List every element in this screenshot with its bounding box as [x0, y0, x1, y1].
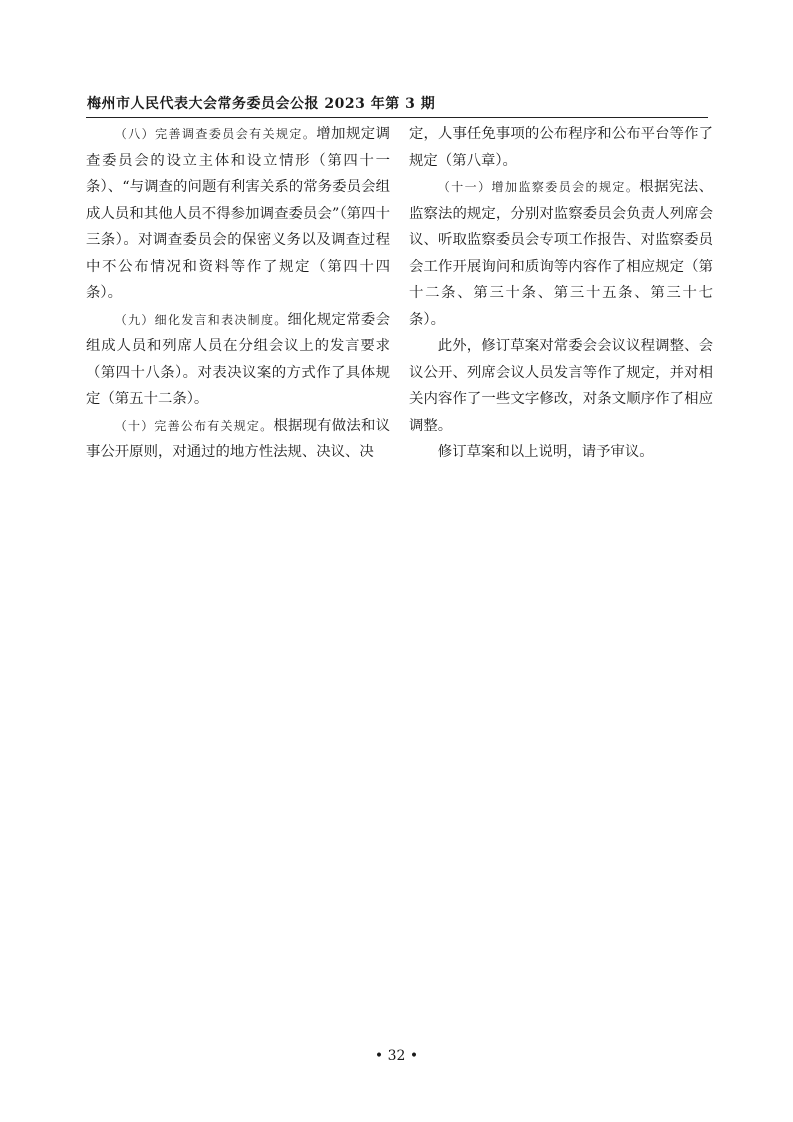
paragraph-text: 根据宪法、监察法的规定，分别对监察委员会负责人列席会议、听取监察委员会专项工作报告、对监察委员会工作开展询问和质询等内容作了相应规定（第十二条、第三十条、第三十五条、第三十七条）。 [409, 179, 713, 328]
right-column [409, 121, 713, 466]
paragraph-lead: （十）完善公布有关规定。 [114, 418, 274, 433]
paragraph-text: 根据现有做法和议事公开原则，对通过的地方性法规、决议、决 [86, 417, 390, 460]
paragraph-additional [409, 333, 713, 439]
page-number: • 32 • [374, 1048, 419, 1064]
paragraph-lead: （八）完善调查委员会有关规定。 [114, 127, 317, 141]
journal-header: 梅州市人民代表大会常务委员会公报 2023 年第 3 期 [87, 96, 436, 112]
paragraph-item-11 [409, 174, 713, 333]
paragraph-text: 此外，修订草案对常委会会议议程调整、会议公开、列席会议人员发言等作了规定，并对相关内容作了一些文字修改，对条文顺序作了相应调整。 [409, 338, 713, 434]
header-rule [86, 117, 708, 118]
paragraph-text: 修订草案和以上说明，请予审议。 [437, 444, 654, 460]
paragraph-continuation: 定，人事任免事项的公布程序和公布平台等作了规定（第八章）。 [409, 126, 713, 169]
paragraph-text: 细化规定常委会组成人员和列席人员在分组会议上的发言要求（第四十八条）。对表决议案的方式作了具体规定（第五十二条）。 [86, 311, 390, 407]
paragraph-closing [409, 439, 713, 466]
left-column [86, 121, 390, 466]
paragraph-item-10 [86, 413, 390, 466]
paragraph-lead: （九）细化发言和表决制度。 [114, 312, 288, 327]
paragraph-item-8 [86, 121, 390, 307]
paragraph-lead: （十一）增加监察委员会的规定。 [437, 180, 640, 194]
paragraph-text: 增加规定调查委员会的设立主体和设立情形（第四十一条）、“与调查的问题有利害关系的常务委员会组成人员和其他人员不得参加调查委员会”（第四十三条）。对调查委员会的保密义务以及调查过程中不公布情况和资料等作了规定（第四十四条）。 [86, 126, 390, 301]
paragraph-item-9 [86, 307, 390, 413]
